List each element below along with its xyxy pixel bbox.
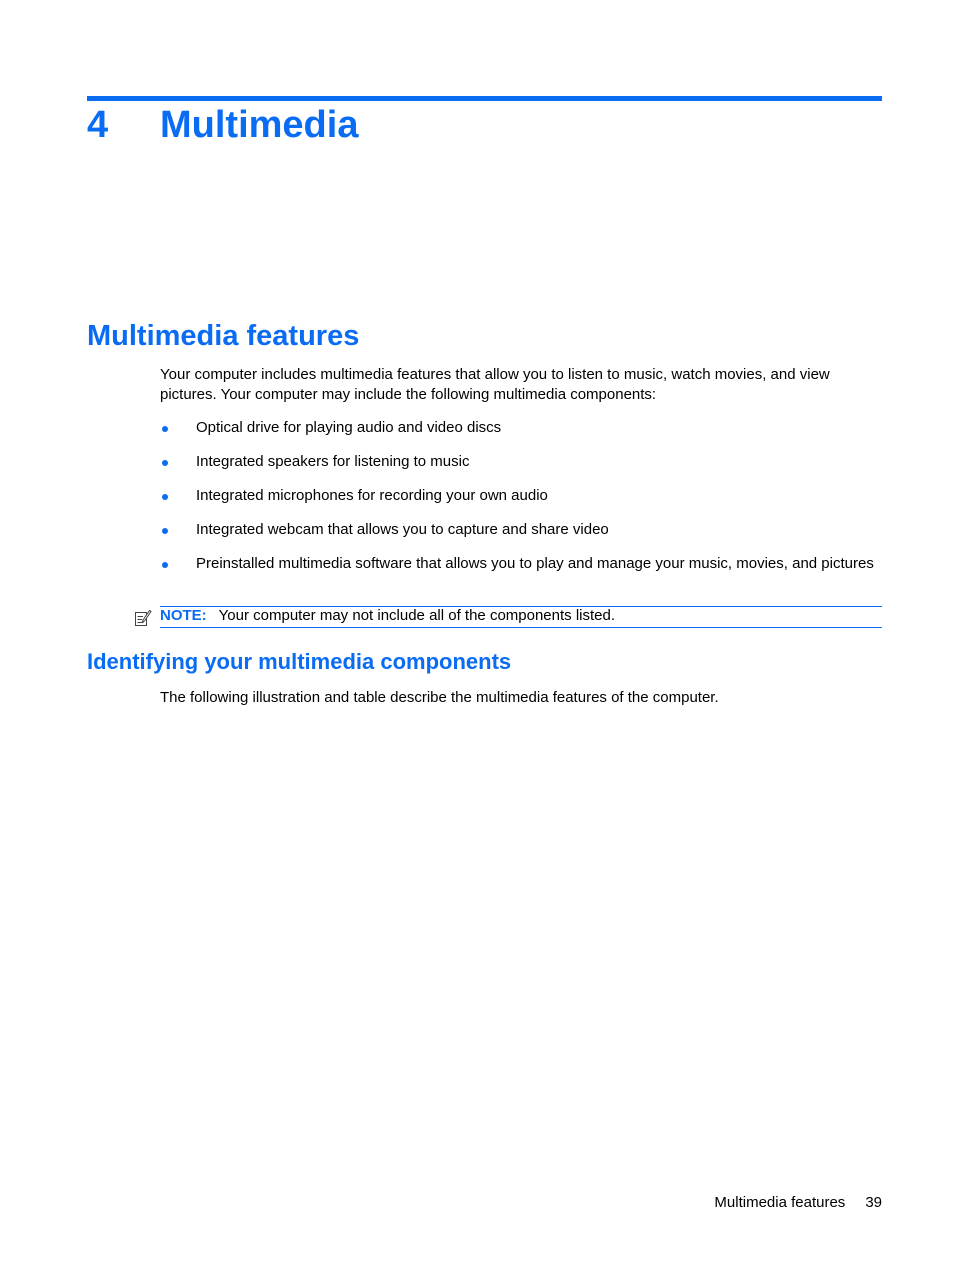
list-item-text: Preinstalled multimedia software that allows you to play and manage your music, movies, and pictures xyxy=(196,555,874,572)
list-item-text: Optical drive for playing audio and video discs xyxy=(196,419,502,436)
list-item-text: Integrated speakers for listening to music xyxy=(196,453,470,470)
chapter-title: Multimedia xyxy=(160,104,359,146)
note-pencil-icon xyxy=(134,609,152,627)
list-item-text: Integrated webcam that allows you to capture and share video xyxy=(196,521,609,538)
subsection-text: The following illustration and table describe the multimedia features of the computer. xyxy=(160,689,719,706)
page-footer xyxy=(714,1193,882,1213)
list-item xyxy=(160,520,882,540)
list-item xyxy=(160,452,882,472)
list-item xyxy=(160,418,882,438)
list-item xyxy=(160,486,882,506)
bullet-dot-icon xyxy=(162,426,168,432)
list-item xyxy=(160,554,882,574)
note-line xyxy=(160,607,615,625)
note-text: Your computer may not include all of the components listed. xyxy=(218,607,616,624)
section-intro: Your computer includes multimedia features that allow you to listen to music, watch movies, and view pictures. Your computer may include the following multimedia components: xyxy=(160,366,830,403)
page-number: 39 xyxy=(865,1194,882,1211)
note-box xyxy=(160,606,882,628)
footer-section-name: Multimedia features xyxy=(714,1194,846,1211)
bullet-dot-icon xyxy=(162,528,168,534)
feature-list xyxy=(160,418,882,588)
bullet-dot-icon xyxy=(162,460,168,466)
subsection-heading: Identifying your multimedia components xyxy=(87,649,512,674)
chapter-rule xyxy=(87,96,882,101)
note-label: NOTE: xyxy=(160,607,207,624)
bullet-dot-icon xyxy=(162,494,168,500)
list-item-text: Integrated microphones for recording your own audio xyxy=(196,487,548,504)
chapter-number: 4 xyxy=(87,104,109,146)
section-heading: Multimedia features xyxy=(87,320,360,352)
bullet-dot-icon xyxy=(162,562,168,568)
chapter-heading xyxy=(87,102,358,148)
